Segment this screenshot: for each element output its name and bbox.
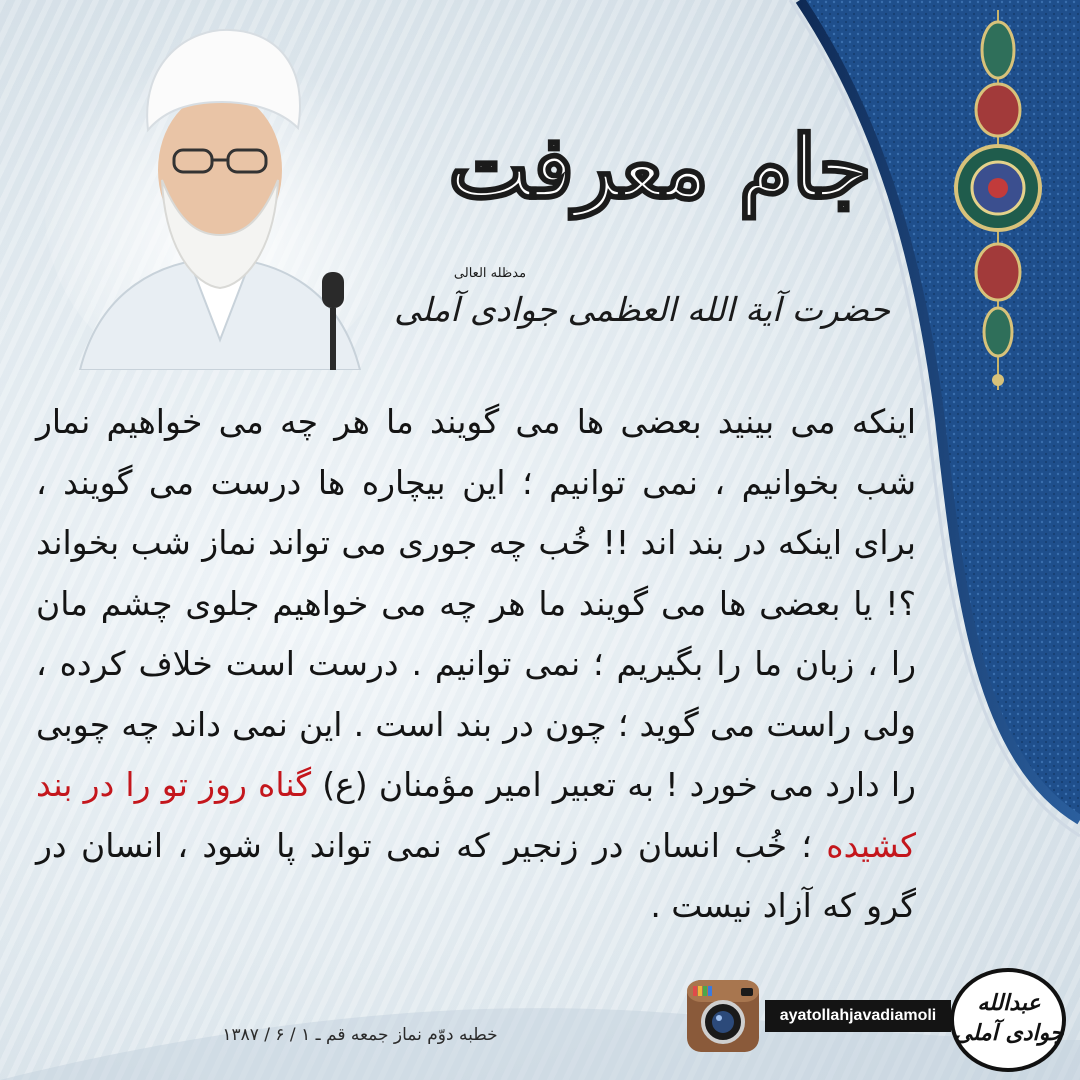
ornament-icon [948, 10, 1048, 390]
quote-text-part-2: ؛ خُب انسان در زنجیر که نمی تواند پا شود ، انسان در گرو که آزاد نیست . [36, 825, 916, 925]
cleric-portrait [40, 10, 400, 370]
signature-text [950, 988, 1068, 1058]
honorific: مدظله العالی [453, 266, 527, 281]
page-title: جام معرفت [448, 117, 872, 218]
signature-line-2: جوادی آملی [954, 1020, 1064, 1046]
instagram-camera-icon[interactable] [685, 978, 761, 1054]
quote-highlight: گناه روز تو را در بند کشیده [36, 765, 916, 865]
signature-line-1: عبدالله [977, 990, 1041, 1016]
instagram-handle[interactable]: ayatollahjavadiamoli [765, 1000, 951, 1032]
sermon-reference: خطبه دوّم نماز جمعه قم ـ ۱ / ۶ / ۱۳۸۷ [222, 1025, 498, 1045]
subtitle: حضرت آیة الله العظمی جوادی آملی [394, 290, 890, 329]
quote-text-part-1: اینکه می بینید بعضی ها می گویند ما هر چه می خواهیم نمار شب بخوانیم ، نمی توانیم ؛ این بیچاره ها درست می گویند ، برای اینکه در بند اند !! خُب چه جوری می تواند نماز شب بخواند ؟! یا بعضی ها می گویند ما هر چه می خواهیم جلوی چشم مان را ، زبان ما را بگیریم ؛ نمی توانیم . درست است خلاف کرده ، ولی راست می گوید ؛ چون در بند است . این نمی داند چه چوبی را دارد می خورد ! به تعبیر امیر مؤمنان (ع) [36, 402, 916, 804]
quote-body [36, 392, 916, 937]
